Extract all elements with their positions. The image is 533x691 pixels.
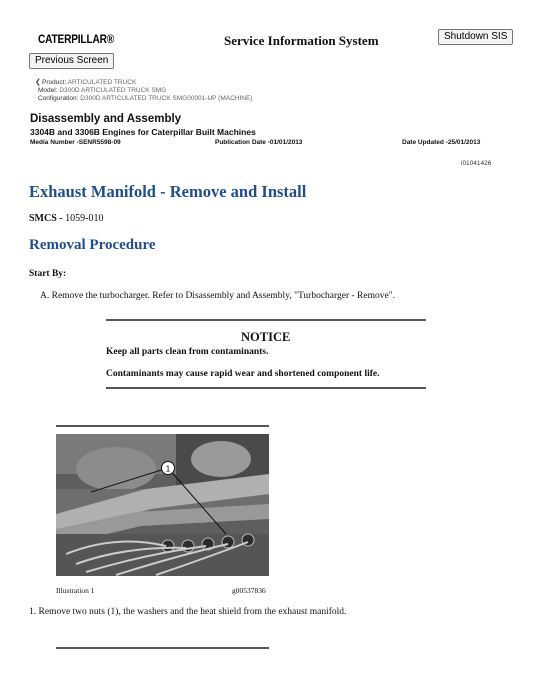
image-id: i01041426 <box>461 160 492 167</box>
shutdown-sis-button[interactable]: Shutdown SIS <box>438 29 513 45</box>
illustration-caption: Illustration 1 <box>56 586 95 595</box>
document-title: Disassembly and Assembly <box>30 113 182 125</box>
back-arrow-icon[interactable]: ❮ <box>35 79 41 86</box>
start-by-label: Start By: <box>29 269 67 279</box>
removal-procedure-heading: Removal Procedure <box>29 237 156 253</box>
configuration-label: Configuration: <box>38 95 79 102</box>
notice-line-2: Contaminants may cause rapid wear and shortened component life. <box>106 369 380 379</box>
model-value: D300D ARTICULATED TRUCK SMG <box>59 87 167 94</box>
product-value: ARTICULATED TRUCK <box>67 79 137 86</box>
illustration-top-rule <box>56 425 269 427</box>
caterpillar-logo: CATERPILLAR® <box>38 34 114 46</box>
illustration-id: g00537836 <box>232 586 266 595</box>
system-title: Service Information System <box>224 33 379 48</box>
publication-date: Publication Date -01/01/2013 <box>215 139 303 146</box>
callout-1-label: 1 <box>165 464 171 474</box>
notice-bottom-rule <box>106 387 426 389</box>
configuration-value: D300D ARTICULATED TRUCK SMG00001-UP (MACHINE) <box>80 95 253 102</box>
section-bottom-rule <box>56 647 269 649</box>
model-label: Model: <box>38 87 58 94</box>
smcs-code <box>29 213 103 224</box>
page-heading: Exhaust Manifold - Remove and Install <box>29 182 307 201</box>
smcs-value: 1059-010 <box>65 213 104 224</box>
notice-title: NOTICE <box>241 330 291 344</box>
notice-top-rule <box>106 319 426 321</box>
previous-screen-button[interactable]: Previous Screen <box>29 53 114 69</box>
engine-photo <box>56 434 269 576</box>
step-a: A. Remove the turbocharger. Refer to Disassembly and Assembly, "Turbocharger - Remove". <box>40 291 395 301</box>
document-subtitle: 3304B and 3306B Engines for Caterpillar Built Machines <box>30 127 256 137</box>
date-updated: Date Updated -25/01/2013 <box>402 139 481 146</box>
media-number: Media Number -SENR5598-09 <box>30 139 121 146</box>
step-1: 1. Remove two nuts (1), the washers and the heat shield from the exhaust manifold. <box>29 607 347 617</box>
product-meta <box>33 79 252 103</box>
product-label: Product: <box>42 79 67 86</box>
smcs-label: SMCS - <box>29 213 66 224</box>
notice-line-1: Keep all parts clean from contaminants. <box>106 347 269 357</box>
